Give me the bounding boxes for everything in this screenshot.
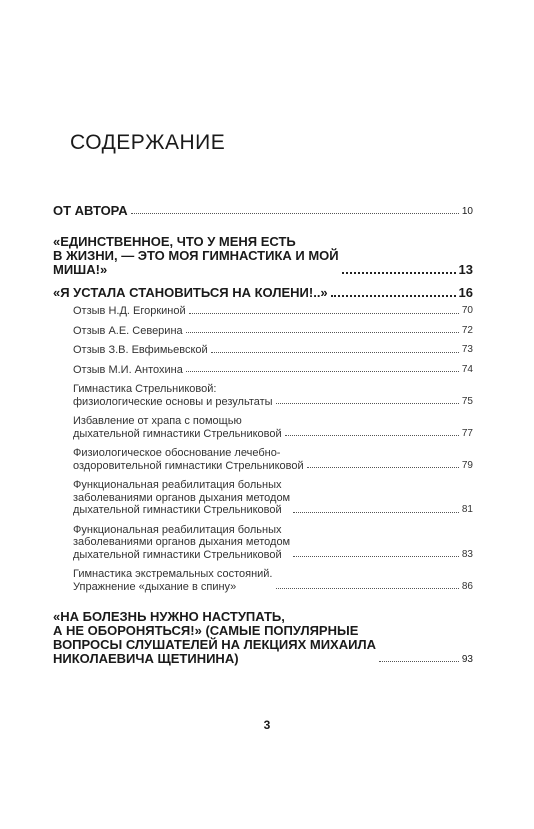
toc-subentry[interactable]: [73, 383, 473, 408]
toc-entry-title: «НА БОЛЕЗНЬ НУЖНО НАСТУПАТЬ, А НЕ ОБОРОНЯТЬСЯ!» (САМЫЕ ПОПУЛЯРНЫЕ ВОПРОСЫ СЛУШАТЕЛЕЙ НА ЛЕКЦИЯХ МИХАИЛА НИКОЛАЕВИЧА ЩЕТИНИНА): [53, 609, 376, 666]
toc-entry-title: Отзыв М.И. Антохина: [73, 363, 183, 376]
toc-entry-page: 86: [461, 580, 473, 592]
toc-subentry[interactable]: [73, 364, 473, 377]
dot-leader: [293, 556, 459, 557]
toc-entry-title: ОТ АВТОРА: [53, 203, 128, 218]
dot-leader: [211, 352, 459, 353]
dot-leader: [293, 512, 459, 513]
dot-leader: [186, 371, 459, 372]
toc-entry-page: 10: [461, 206, 473, 217]
toc-entry-title: Отзыв Н.Д. Егоркиной: [73, 305, 186, 317]
toc-entry-page: 79: [461, 459, 473, 471]
dot-leader: [276, 588, 459, 589]
dot-leader: [189, 313, 459, 314]
toc-subentry[interactable]: [73, 568, 473, 593]
toc-entry[interactable]: [53, 610, 473, 666]
toc-entry-title: Отзыв А.Е. Северина: [73, 324, 183, 337]
toc-entry-title: Отзыв З.В. Евфимьевской: [73, 344, 208, 356]
toc-entry-title: Физиологическое обоснование лечебно- оздоровительной гимнастики Стрельниковой: [73, 447, 304, 472]
toc-subentry[interactable]: [73, 524, 473, 562]
dot-leader: [131, 213, 459, 214]
toc-entry-title: Гимнастика Стрельниковой: физиологические основы и результаты: [73, 383, 273, 408]
dot-leader: [276, 403, 459, 404]
toc-entry-title: Избавление от храпа с помощью дыхательной гимнастики Стрельниковой: [73, 415, 282, 440]
toc-entry-title: Гимнастика экстремальных состояний. Упражнение «дыхание в спину»: [73, 568, 273, 593]
dot-leader: [285, 435, 459, 436]
toc-subentry[interactable]: [73, 325, 473, 338]
toc-entry-title: Функциональная реабилитация больных заболеваниями органов дыхания методом дыхательной гимнастики Стрельниковой: [73, 479, 291, 516]
toc-entry-page: 73: [461, 344, 473, 355]
toc-entry-page: 70: [461, 305, 473, 316]
toc-entry[interactable]: [53, 204, 473, 218]
toc-entry-page: 16: [458, 285, 473, 300]
toc-heading: СОДЕРЖАНИЕ: [70, 131, 226, 154]
toc-subentry[interactable]: [73, 415, 473, 440]
toc-entry-title: «Я УСТАЛА СТАНОВИТЬСЯ НА КОЛЕНИ!..»: [53, 285, 328, 300]
toc-subentry[interactable]: [73, 479, 473, 517]
table-of-contents: [53, 204, 473, 666]
toc-subentry[interactable]: [73, 344, 473, 357]
toc-subentry[interactable]: [73, 305, 473, 318]
dot-leader: [307, 467, 459, 468]
toc-entry-title: Функциональная реабилитация больных заболеваниями органов дыхания методом дыхательной гимнастики Стрельниковой: [73, 523, 291, 561]
toc-entry-page: 72: [461, 324, 473, 336]
toc-entry-page: 13: [458, 262, 473, 277]
dot-leader: [379, 661, 459, 662]
toc-entry-page: 75: [461, 395, 473, 407]
toc-entry-page: 93: [461, 654, 473, 665]
toc-entry-page: 83: [461, 548, 473, 560]
toc-entry-page: 81: [461, 504, 473, 515]
toc-entry[interactable]: [53, 286, 473, 300]
toc-entry-page: 77: [461, 427, 473, 439]
dot-leader: [331, 295, 456, 297]
toc-subentry[interactable]: [73, 447, 473, 472]
toc-entry-title: «ЕДИНСТВЕННОЕ, ЧТО У МЕНЯ ЕСТЬ В ЖИЗНИ, — ЭТО МОЯ ГИМНАСТИКА И МОЙ МИША!»: [53, 234, 339, 277]
toc-entry[interactable]: [53, 235, 473, 277]
dot-leader: [186, 332, 459, 333]
page-number: 3: [263, 718, 271, 732]
dot-leader: [342, 272, 456, 274]
toc-entry-page: 74: [461, 363, 473, 375]
